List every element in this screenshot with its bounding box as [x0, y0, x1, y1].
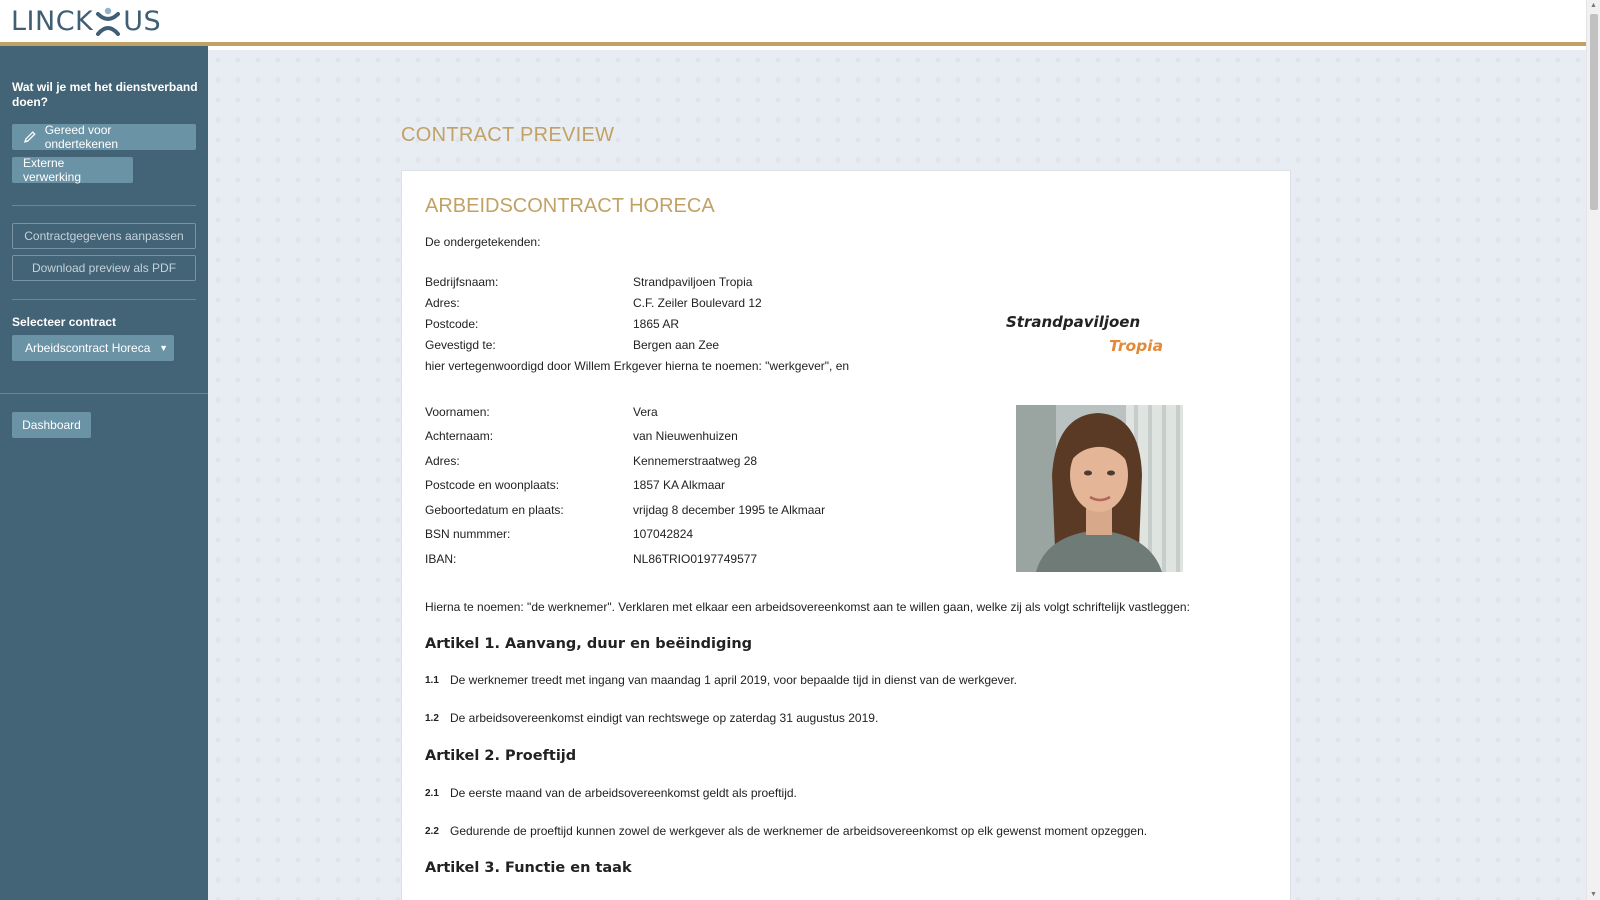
article-number: 2.2	[425, 826, 439, 837]
scroll-up-icon[interactable]: ▲	[1590, 2, 1597, 9]
field-label: Gevestigd te:	[425, 338, 496, 352]
sidebar-divider	[0, 393, 208, 394]
logo-mark-icon	[94, 6, 122, 36]
field-label: BSN nummmer:	[425, 527, 511, 541]
field-value: 1857 KA Alkmaar	[633, 478, 726, 492]
ready-to-sign-button[interactable]	[12, 124, 196, 150]
field-label: Achternaam:	[425, 429, 494, 443]
article-number: 2.1	[425, 788, 439, 799]
logo-text-right: US	[123, 5, 162, 37]
article-heading: Artikel 3. Functie en taak	[425, 860, 632, 876]
article-text: Gedurende de proeftijd kunnen zowel de werkgever als de werknemer de arbeidsovereenkomst op elk gewenst moment opzeggen.	[450, 824, 1148, 838]
article-heading: Artikel 1. Aanvang, duur en beëindiging	[425, 636, 753, 652]
field-value: Bergen aan Zee	[633, 338, 720, 352]
company-logo-line1: Strandpaviljoen	[1006, 313, 1141, 331]
field-value: Vera	[633, 405, 658, 419]
article-text: De eerste maand van de arbeidsovereenkomst geldt als proeftijd.	[450, 786, 797, 800]
linckus-logo[interactable]	[11, 4, 161, 38]
field-label: Postcode:	[425, 317, 479, 331]
field-label: Postcode en woonplaats:	[425, 478, 560, 492]
sidebar	[0, 46, 208, 900]
dashboard-button[interactable]: Dashboard	[12, 412, 91, 438]
selected-contract-value: Arbeidscontract Horeca	[25, 341, 151, 355]
contract-select[interactable]	[12, 335, 174, 361]
representation-text: hier vertegenwoordigd door Willem Erkgever hierna te noemen: "werkgever", en	[425, 359, 850, 373]
field-value: Strandpaviljoen Tropia	[633, 275, 753, 289]
field-value: C.F. Zeiler Boulevard 12	[633, 296, 762, 310]
external-processing-button[interactable]: Externe verwerking	[12, 157, 133, 183]
article-text: De werknemer treedt met ingang van maandag 1 april 2019, voor bepaalde tijd in dienst van de werkgever.	[450, 673, 1018, 687]
action-question: Wat wil je met het dienstverband doen?	[12, 80, 198, 109]
edit-contract-details-button[interactable]: Contractgegevens aanpassen	[12, 223, 196, 249]
field-label: Adres:	[425, 454, 460, 468]
sidebar-divider	[12, 299, 196, 300]
article-number: 1.1	[425, 675, 439, 686]
employee-photo	[1016, 405, 1183, 572]
select-contract-label: Selecteer contract	[12, 315, 117, 329]
article-number: 1.2	[425, 713, 439, 724]
contract-title: ARBEIDSCONTRACT HORECA	[425, 195, 715, 217]
field-label: Adres:	[425, 296, 460, 310]
caret-down-icon: ▼	[159, 343, 168, 353]
company-logo-line2: Tropia	[1109, 337, 1164, 355]
top-header	[0, 0, 1586, 46]
field-label: Geboortedatum en plaats:	[425, 503, 564, 517]
intro-text: De ondergetekenden:	[425, 235, 541, 249]
page-title: CONTRACT PREVIEW	[401, 124, 615, 146]
scroll-down-icon[interactable]: ▼	[1590, 891, 1597, 898]
article-heading: Artikel 2. Proeftijd	[425, 748, 577, 764]
pencil-icon	[23, 130, 37, 144]
download-pdf-button[interactable]: Download preview als PDF	[12, 255, 196, 281]
main-content	[208, 50, 1586, 900]
field-value: Kennemerstraatweg 28	[633, 454, 758, 468]
sidebar-divider	[12, 205, 196, 206]
company-logo	[1006, 313, 1176, 363]
scrollbar-thumb[interactable]	[1590, 14, 1598, 210]
field-value: van Nieuwenhuizen	[633, 429, 738, 443]
field-label: Voornamen:	[425, 405, 490, 419]
field-value: vrijdag 8 december 1995 te Alkmaar	[633, 503, 826, 517]
employee-statement: Hierna te noemen: "de werknemer". Verklaren met elkaar een arbeidsovereenkomst aan te willen gaan, welke zij als volgt schriftelijk vastleggen:	[425, 600, 1190, 614]
page-scrollbar[interactable]	[1586, 0, 1600, 900]
logo-text-left: LINCK	[11, 5, 94, 37]
field-label: IBAN:	[425, 552, 457, 566]
field-value: 1865 AR	[633, 317, 680, 331]
article-text: De arbeidsovereenkomst eindigt van rechtswege op zaterdag 31 augustus 2019.	[450, 711, 879, 725]
contract-document	[401, 170, 1291, 900]
field-value: NL86TRIO0197749577	[633, 552, 758, 566]
ready-to-sign-label: Gereed voor ondertekenen	[44, 123, 119, 151]
field-label: Bedrijfsnaam:	[425, 275, 499, 289]
field-value: 107042824	[633, 527, 694, 541]
